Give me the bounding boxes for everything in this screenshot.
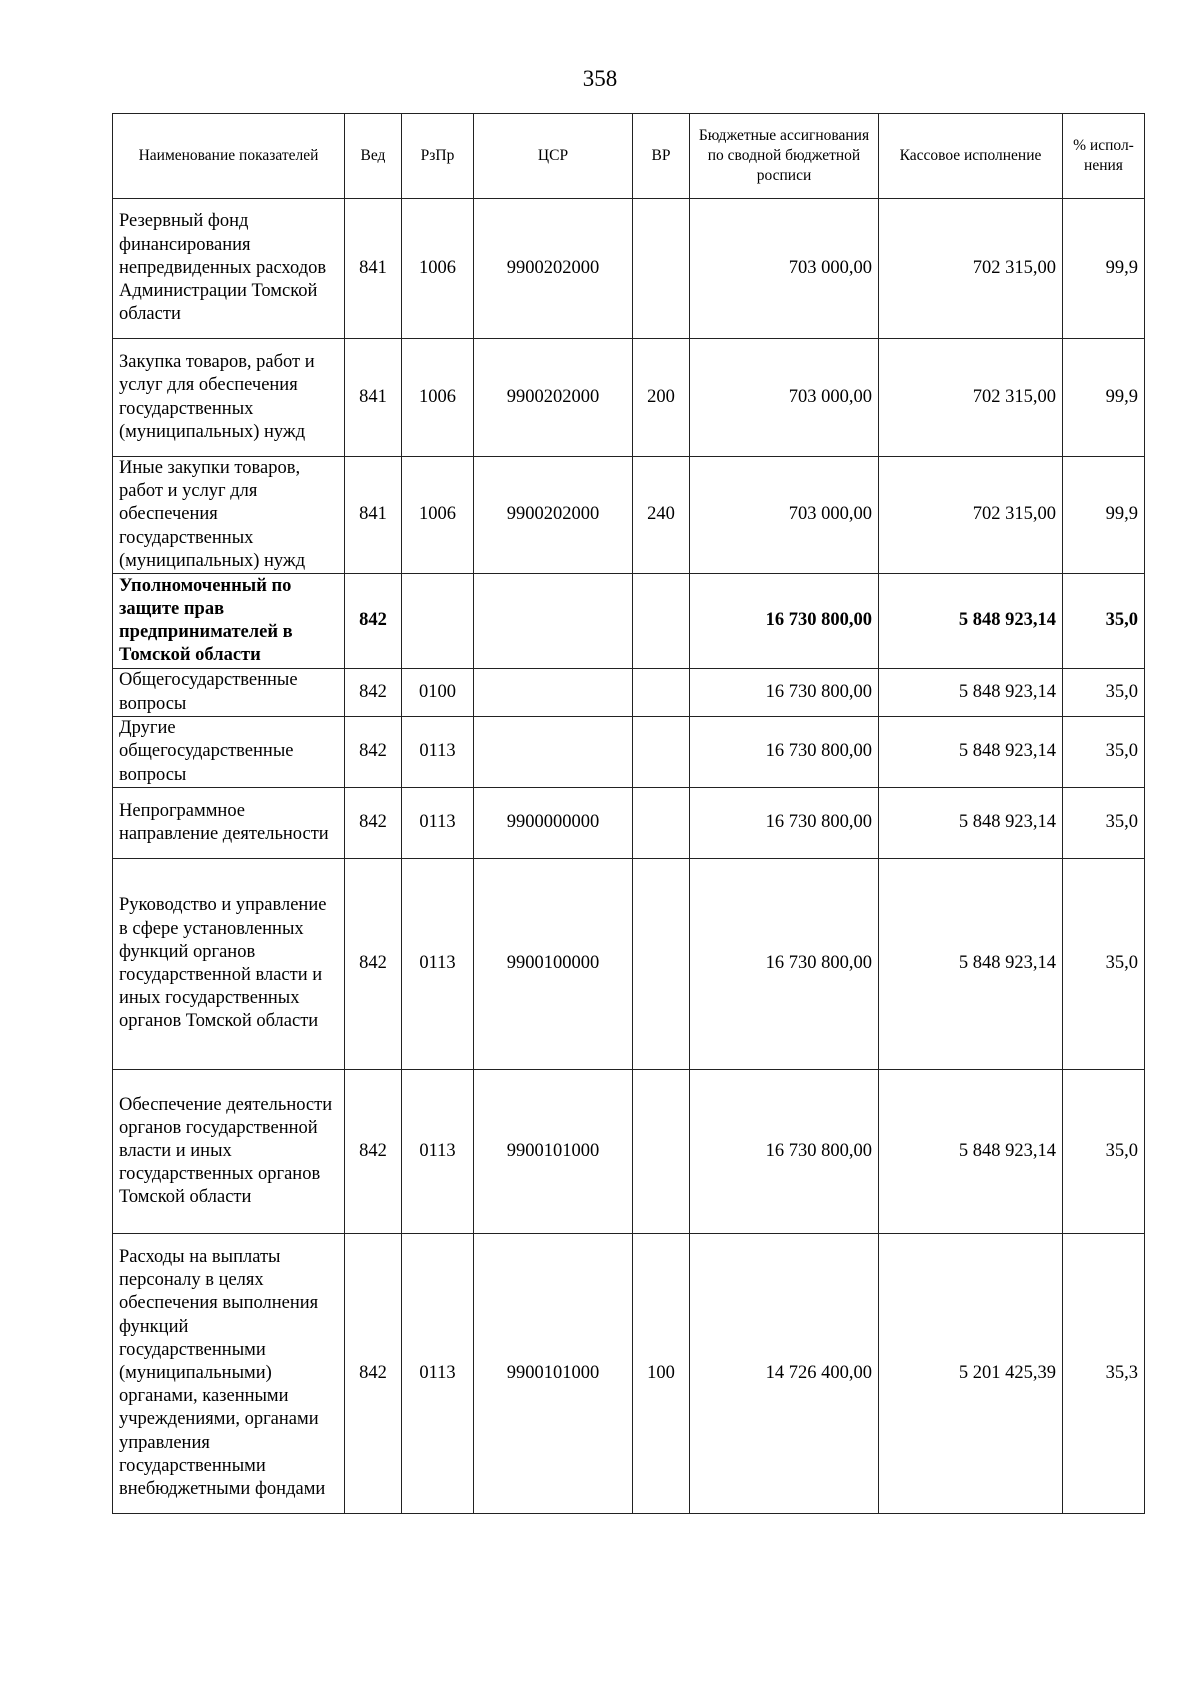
cell-ved: 842 (345, 1234, 402, 1514)
table-row (113, 457, 1145, 574)
header-vr: ВР (633, 114, 690, 199)
cell-rzpr: 1006 (402, 339, 474, 457)
table-row (113, 1070, 1145, 1234)
cell-percent-execution: 99,9 (1063, 339, 1145, 457)
cell-name: Иные закупки товаров, работ и услуг для обеспечения государственных (муниципальных) нужд (113, 457, 345, 574)
cell-assignments: 703 000,00 (690, 457, 879, 574)
cell-ved: 842 (345, 1070, 402, 1234)
cell-cash-execution: 5 848 923,14 (879, 1070, 1063, 1234)
cell-vr (633, 859, 690, 1070)
cell-rzpr: 0113 (402, 859, 474, 1070)
cell-cash-execution: 702 315,00 (879, 339, 1063, 457)
cell-csr (474, 717, 633, 788)
cell-assignments: 16 730 800,00 (690, 1070, 879, 1234)
cell-percent-execution: 35,0 (1063, 788, 1145, 859)
cell-percent-execution: 35,0 (1063, 1070, 1145, 1234)
cell-vr (633, 199, 690, 339)
cell-percent-execution: 35,3 (1063, 1234, 1145, 1514)
table-row (113, 859, 1145, 1070)
cell-csr: 9900000000 (474, 788, 633, 859)
cell-percent-execution: 35,0 (1063, 717, 1145, 788)
cell-name: Руководство и управление в сфере установленных функций органов государственной власти и иных государственных органов Томской области (113, 859, 345, 1070)
budget-table (112, 113, 1145, 1514)
cell-assignments: 14 726 400,00 (690, 1234, 879, 1514)
cell-percent-execution: 35,0 (1063, 574, 1145, 669)
cell-vr (633, 717, 690, 788)
cell-cash-execution: 5 848 923,14 (879, 669, 1063, 717)
cell-csr (474, 574, 633, 669)
cell-vr: 100 (633, 1234, 690, 1514)
header-ved: Вед (345, 114, 402, 199)
cell-percent-execution: 35,0 (1063, 859, 1145, 1070)
cell-cash-execution: 5 848 923,14 (879, 788, 1063, 859)
cell-ved: 842 (345, 859, 402, 1070)
cell-ved: 841 (345, 457, 402, 574)
cell-percent-execution: 35,0 (1063, 669, 1145, 717)
cell-name: Уполномоченный по защите прав предпринимателей в Томской области (113, 574, 345, 669)
cell-cash-execution: 702 315,00 (879, 457, 1063, 574)
cell-vr: 240 (633, 457, 690, 574)
cell-rzpr: 0113 (402, 788, 474, 859)
table-row (113, 1234, 1145, 1514)
cell-assignments: 16 730 800,00 (690, 717, 879, 788)
header-rzpr: РзПр (402, 114, 474, 199)
cell-ved: 841 (345, 199, 402, 339)
cell-rzpr: 0100 (402, 669, 474, 717)
cell-rzpr (402, 574, 474, 669)
cell-rzpr: 0113 (402, 717, 474, 788)
cell-assignments: 16 730 800,00 (690, 788, 879, 859)
header-cash-execution: Кассовое исполнение (879, 114, 1063, 199)
cell-csr: 9900101000 (474, 1234, 633, 1514)
cell-assignments: 16 730 800,00 (690, 574, 879, 669)
cell-assignments: 16 730 800,00 (690, 859, 879, 1070)
cell-csr (474, 669, 633, 717)
header-row (113, 114, 1145, 199)
cell-name: Закупка товаров, работ и услуг для обеспечения государственных (муниципальных) нужд (113, 339, 345, 457)
cell-cash-execution: 5 201 425,39 (879, 1234, 1063, 1514)
cell-ved: 842 (345, 788, 402, 859)
cell-name: Общегосударственные вопросы (113, 669, 345, 717)
cell-cash-execution: 5 848 923,14 (879, 717, 1063, 788)
cell-rzpr: 1006 (402, 457, 474, 574)
cell-assignments: 703 000,00 (690, 199, 879, 339)
table-row (113, 788, 1145, 859)
cell-assignments: 16 730 800,00 (690, 669, 879, 717)
cell-name: Другие общегосударственные вопросы (113, 717, 345, 788)
cell-rzpr: 1006 (402, 199, 474, 339)
page-number: 358 (582, 66, 618, 91)
cell-percent-execution: 99,9 (1063, 457, 1145, 574)
cell-csr: 9900202000 (474, 199, 633, 339)
table-row (113, 574, 1145, 669)
cell-ved: 842 (345, 717, 402, 788)
cell-vr (633, 1070, 690, 1234)
cell-rzpr: 0113 (402, 1234, 474, 1514)
cell-csr: 9900100000 (474, 859, 633, 1070)
cell-ved: 842 (345, 574, 402, 669)
cell-vr (633, 669, 690, 717)
cell-csr: 9900101000 (474, 1070, 633, 1234)
cell-csr: 9900202000 (474, 457, 633, 574)
cell-ved: 842 (345, 669, 402, 717)
header-percent-execution: % испол-нения (1063, 114, 1145, 199)
header-assignments: Бюджетные ассигнования по сводной бюджетной росписи (690, 114, 879, 199)
cell-ved: 841 (345, 339, 402, 457)
cell-cash-execution: 5 848 923,14 (879, 574, 1063, 669)
cell-csr: 9900202000 (474, 339, 633, 457)
cell-name: Обеспечение деятельности органов государственной власти и иных государственных органов Томской области (113, 1070, 345, 1234)
cell-percent-execution: 99,9 (1063, 199, 1145, 339)
header-csr: ЦСР (474, 114, 633, 199)
cell-assignments: 703 000,00 (690, 339, 879, 457)
header-name: Наименование показателей (113, 114, 345, 199)
table-row (113, 339, 1145, 457)
cell-name: Расходы на выплаты персоналу в целях обеспечения выполнения функций государственными (муниципальными) органами, казенными учреждениями, органами управления государственными внебюджетными фондами (113, 1234, 345, 1514)
cell-cash-execution: 702 315,00 (879, 199, 1063, 339)
cell-vr (633, 788, 690, 859)
cell-cash-execution: 5 848 923,14 (879, 859, 1063, 1070)
table-row (113, 717, 1145, 788)
cell-name: Непрограммное направление деятельности (113, 788, 345, 859)
table-row (113, 199, 1145, 339)
table-row (113, 669, 1145, 717)
cell-name: Резервный фонд финансирования непредвиденных расходов Администрации Томской области (113, 199, 345, 339)
cell-vr (633, 574, 690, 669)
cell-rzpr: 0113 (402, 1070, 474, 1234)
cell-vr: 200 (633, 339, 690, 457)
